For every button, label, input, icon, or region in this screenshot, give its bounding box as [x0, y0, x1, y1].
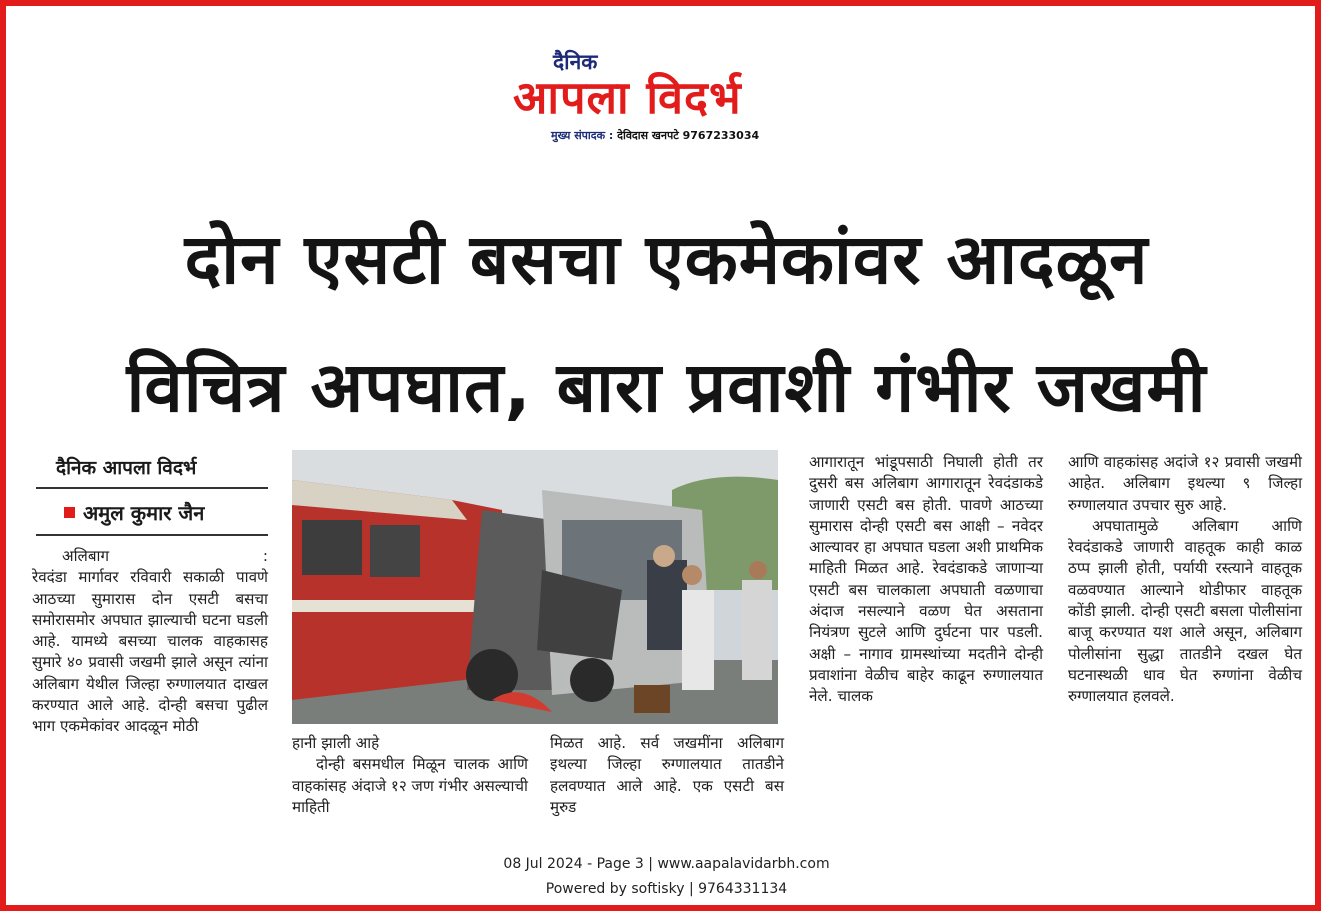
article-column-5	[1068, 452, 1302, 708]
editor-label: मुख्य संपादक :	[551, 129, 614, 142]
headline	[26, 196, 1307, 452]
byline-paper: दैनिक आपला विदर्भ	[56, 457, 197, 479]
masthead	[511, 46, 831, 146]
masthead-editor	[551, 128, 759, 143]
article-paragraph: दोन्ही बसमधील मिळून चालक आणि वाहकांसह अंदाजे १२ जण गंभीर असल्याची माहिती	[292, 755, 528, 816]
masthead-small-title: दैनिक	[553, 50, 598, 74]
byline-author	[64, 499, 204, 526]
dateline	[32, 546, 268, 567]
article-paragraph: अपघातामुळे अलिबाग आणि रेवदंडाकडे जाणारी वाहतूक काही काळ ठप्प झाली होती, पर्यायी रस्त्याने वाहतूक वळवण्यात आल्याने थोडीफार वाहतूक कोंडी झाली. दोन्ही एसटी बसला पोलीसांना बाजू करण्यात यश आले असून, अलिबाग पोलीसांना सुद्धा तातडीने दखल घेत घटनास्थळी धाव घेत रुग्णांना वेळीच रुग्णालयात हलवले.	[1068, 516, 1302, 706]
author-name: अमुल कुमार जैन	[83, 501, 205, 525]
footer-powered-by: Powered by softisky | 9764331134	[545, 881, 788, 897]
article-column-4	[809, 452, 1043, 708]
masthead-title: आपला विदर्भ	[513, 71, 742, 124]
headline-line-2: विचित्र अपघात, बारा प्रवाशी गंभीर जखमी	[126, 348, 1207, 428]
dateline-place: अलिबाग	[62, 547, 109, 565]
article-paragraph: आणि वाहकांसह अदांजे १२ प्रवासी जखमी आहेत. अलिबाग इथल्या ९ जिल्हा रुग्णालयात उपचार सुरु आहे.	[1068, 453, 1302, 514]
editor-value: देविदास खनपटे 9767233034	[617, 129, 760, 142]
footer-page-info: 08 Jul 2024 - Page 3 | www.aapalavidarbh.com	[503, 856, 830, 872]
article-paragraph: मिळत आहे. सर्व जखमींना अलिबाग इथल्या जिल्हा रुग्णालयात तातडीने हलवण्यात आले आहे. एक एसटी बस मुरुड	[550, 734, 784, 816]
article-column-3	[550, 733, 784, 818]
article-column-1	[32, 546, 268, 738]
dateline-separator: :	[262, 547, 268, 565]
bus-collision-image	[292, 450, 778, 724]
article-paragraph: आगारातून भांडूपसाठी निघाली होती तर दुसरी बस अलिबाग आगारातून रेवदंडाकडे जाणारी एसटी बस होती. पावणे आठच्या सुमारास दोन्ही एसटी बस आक्षी – नवेदर आल्यावर हा अपघात घडला अशी प्राथमिक माहिती मिळत आहे. रेवदंडाकडे जाणाऱ्या एसटी बस चालकाला अपघाती वळणाचा अंदाज नसल्याने वळण घेत असताना नियंत्रण सुटले आणि दुर्घटना पार पडली. अक्षी – नागाव ग्रामस्थांच्या मदतीने दोन्ही प्रवाशांना वेळीच बाहेर काढून रुग्णालयात नेले. चालक	[809, 453, 1043, 706]
accident-photo	[292, 450, 778, 724]
byline-rule-bottom	[36, 534, 268, 536]
bullet-square-icon	[64, 507, 75, 518]
article-paragraph: रेवदंडा मार्गावर रविवारी सकाळी पावणे आठच्या सुमारास दोन एसटी बसचा समोरासमोर अपघात झाल्याची घटना घडली आहे. यामध्ये बसच्या चालक वाहकासह सुमारे ४० प्रवासी जखमी झाले असून त्यांना अलिबाग येथील जिल्हा रुग्णालयात दाखल करण्यात आले आहे. दोन्ही बसचा पुढील भाग एकमेकांवर आदळून मोठी	[32, 568, 268, 736]
article-paragraph: हानी झाली आहे	[292, 734, 380, 752]
headline-line-1: दोन एसटी बसचा एकमेकांवर आदळून	[184, 220, 1149, 300]
article-column-2	[292, 733, 528, 818]
byline-rule-top	[36, 487, 268, 489]
